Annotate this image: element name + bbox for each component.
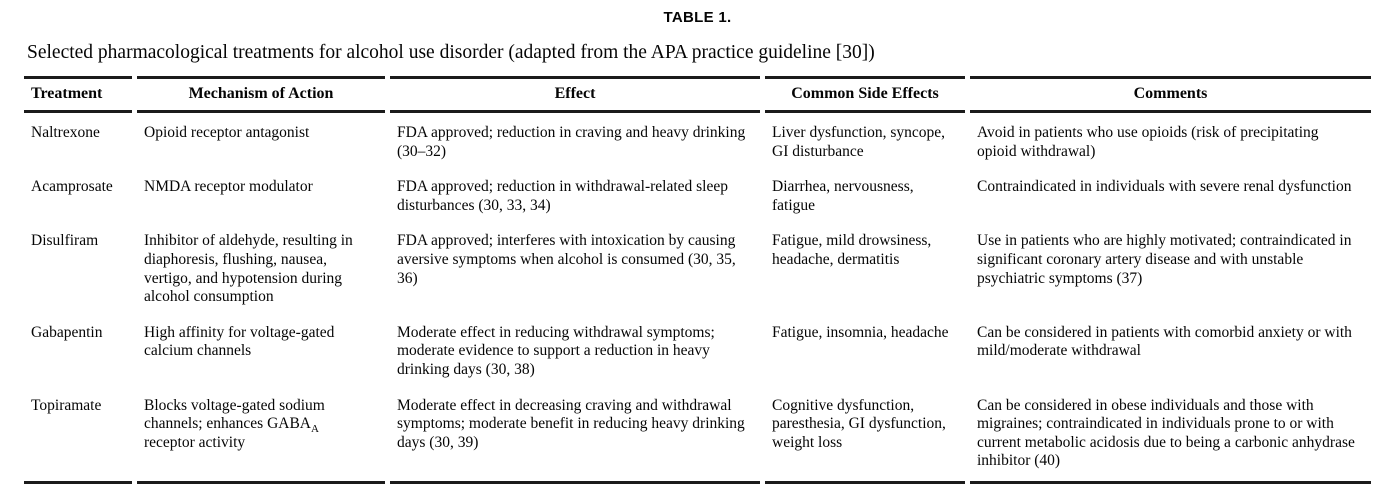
cell-mechanism: Opioid receptor antagonist [144,124,310,141]
treatments-table [19,76,1376,484]
cell-effect: FDA approved; reduction in withdrawal-related sleep disturbances (30, 33, 34) [397,178,728,214]
col-header-treatment: Treatment [24,76,132,113]
cell-treatment: Disulfiram [31,232,99,250]
cell-mechanism: High affinity for voltage-gated calcium channels [144,323,335,360]
cell-effect: Moderate effect in reducing withdrawal symptoms; moderate evidence to support a reduction in heavy drinking days (30, 38) [397,323,715,378]
cell-effect: FDA approved; interferes with intoxication by causing aversive symptoms when alcohol is consumed (30, 35, 36) [397,232,736,287]
table-row-topiramate [24,386,1371,484]
cell-effect: FDA approved; reduction in craving and heavy drinking (30–32) [397,124,746,160]
header-row [24,76,1371,113]
table-row-gabapentin [24,313,1371,386]
cell-comments: Can be considered in patients with comorbid anxiety or with mild/moderate withdrawal [977,323,1352,360]
cell-treatment: Gabapentin [31,323,103,341]
table-label: TABLE 1. [663,9,732,26]
cell-treatment: Naltrexone [31,124,100,141]
table-row-disulfiram [24,221,1371,312]
cell-side-effects: Fatigue, mild drowsiness, headache, dermatitis [772,232,932,268]
col-header-side-effects: Common Side Effects [765,76,965,113]
cell-treatment: Topiramate [24,386,132,484]
cell-side-effects: Liver dysfunction, syncope, GI disturbance [772,124,946,160]
gaba-subscript: A [311,423,319,436]
cell-mechanism: Inhibitor of aldehyde, resulting in diaphoresis, flushing, nausea, vertigo, and hypotension during alcohol consumption [144,232,353,306]
cell-effect: Moderate effect in decreasing craving and withdrawal symptoms; moderate benefit in reducing heavy drinking days (30, 39) [390,386,760,484]
col-header-effect: Effect [390,76,760,113]
cell-comments: Use in patients who are highly motivated; contraindicated in significant coronary artery disease and with unstable psychiatric symptoms (37) [977,232,1352,287]
cell-mechanism [137,386,385,484]
cell-side-effects: Diarrhea, nervousness, fatigue [772,178,914,214]
col-header-comments: Comments [970,76,1371,113]
cell-comments: Avoid in patients who use opioids (risk of precipitating opioid withdrawal) [977,124,1319,160]
col-header-mechanism: Mechanism of Action [137,76,385,113]
table-row-naltrexone [24,113,1371,167]
cell-side-effects: Cognitive dysfunction, paresthesia, GI dysfunction, weight loss [765,386,965,484]
mechanism-text: Blocks voltage-gated sodium channels; enhances GABA [144,396,325,433]
table-row-acamprosate [24,167,1371,221]
mechanism-text-cont: receptor activity [144,433,246,451]
cell-treatment: Acamprosate [31,178,113,196]
table-caption: Selected pharmacological treatments for alcohol use disorder (adapted from the APA practice guideline [30]) [27,42,875,63]
cell-mechanism: NMDA receptor modulator [144,178,313,196]
cell-side-effects: Fatigue, insomnia, headache [772,323,949,341]
cell-comments: Contraindicated in individuals with severe renal dysfunction [977,178,1352,196]
cell-comments: Can be considered in obese individuals and those with migraines; contraindicated in individuals prone to or with current metabolic acidosis due to being a carbonic anhydrase inhibitor (40) [970,386,1371,484]
